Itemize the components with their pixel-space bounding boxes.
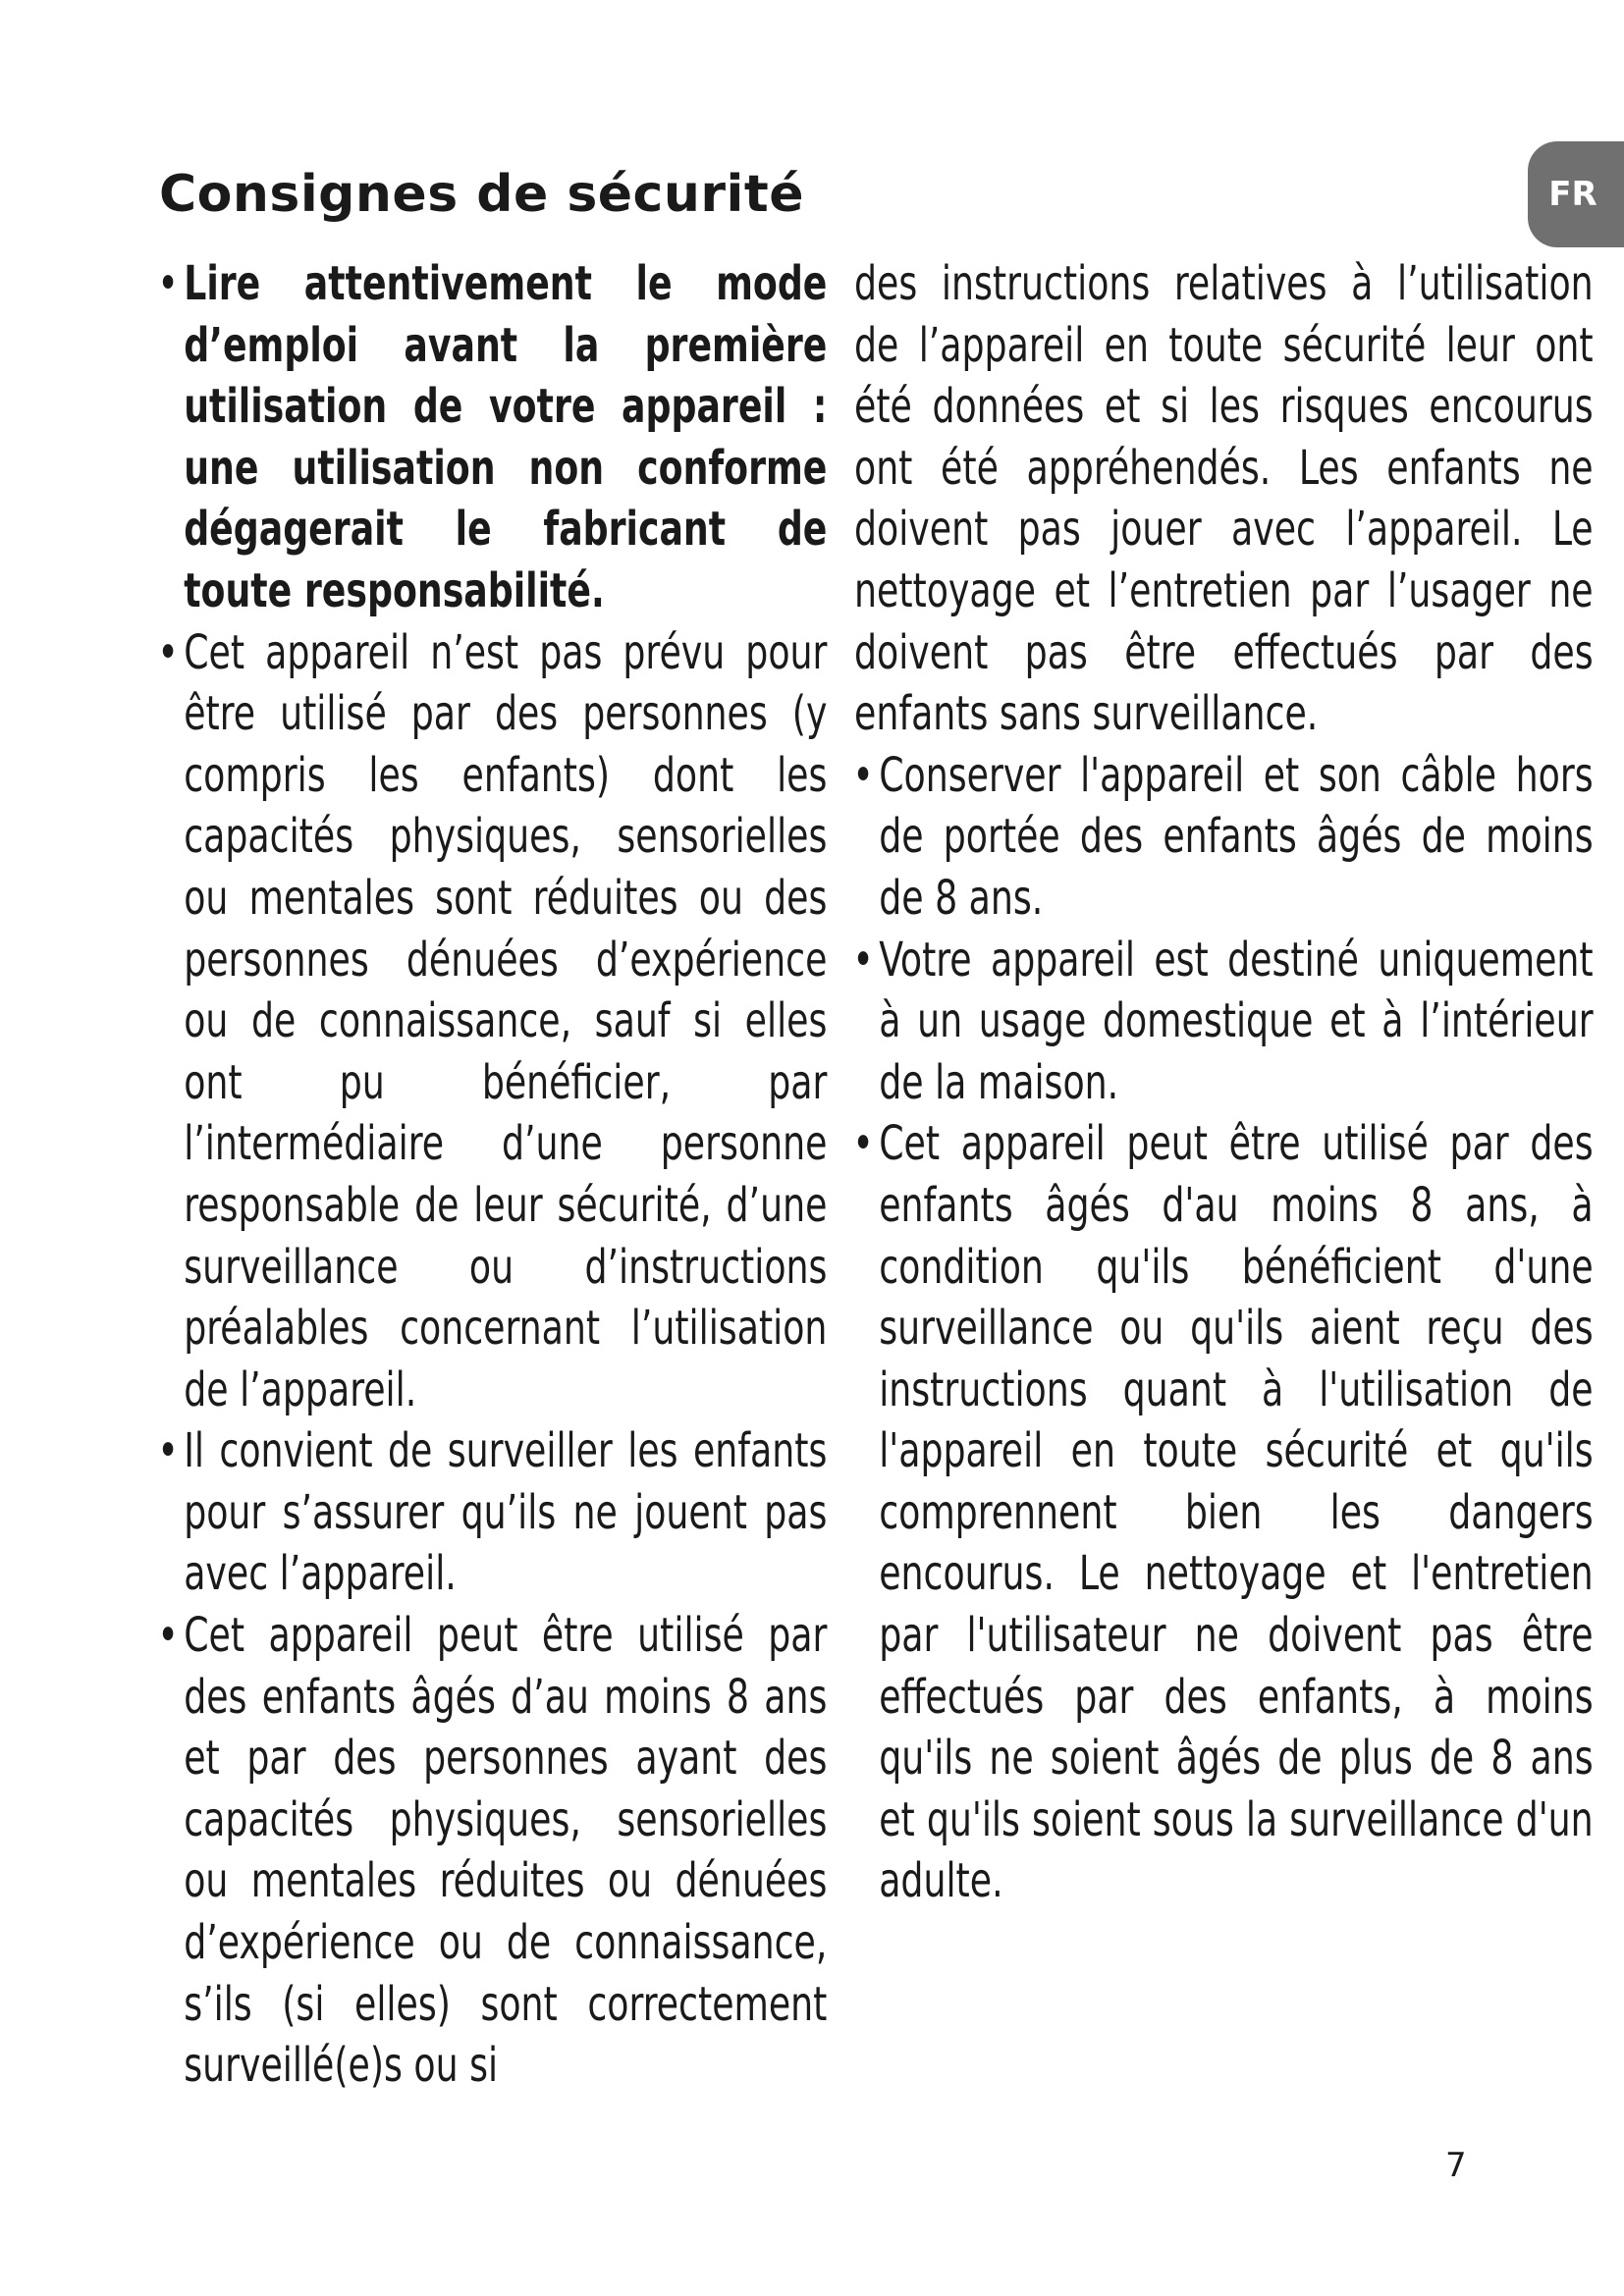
safety-item-reduced-capacities <box>159 622 827 1421</box>
left-column <box>159 253 827 2097</box>
page-title: Consignes de sécurité <box>159 165 804 224</box>
page-number: 7 <box>1445 2146 1467 2185</box>
safety-item-text: Votre appareil est destiné uniquement à un usage domestique et à l’intérieur de la maison. <box>879 932 1594 1110</box>
safety-item-children-8-years <box>159 1605 827 2097</box>
safety-item-read-manual <box>159 253 827 622</box>
safety-item-supervise-children <box>159 1420 827 1605</box>
language-tab: FR <box>1528 141 1624 247</box>
safety-item-text: des instructions relatives à l’utilisation de l’appareil en toute sécurité leur ont été données et si les risques encourus ont été appréhendés. Les enfants ne doivent pas jouer avec l’appareil. Le nettoyage et l’entretien par l’usager ne doivent pas être effectués par des enfants sans surveillance. <box>854 256 1594 742</box>
safety-item-domestic-use <box>854 930 1594 1114</box>
right-column <box>854 253 1594 1912</box>
bullet-icon: • <box>157 1423 179 1479</box>
bullet-icon: • <box>157 1608 179 1664</box>
bullet-icon: • <box>157 624 179 680</box>
safety-item-text: Cet appareil peut être utilisé par des enfants âgés d’au moins 8 ans et par des personnes ayant des capacités physiques, sensorielles ou mentales réduites ou dénuées d’expérience ou de connaissance, s’ils (si elles) sont correctement surveillé(e)s ou si <box>184 1608 828 2094</box>
safety-item-continuation <box>854 253 1594 745</box>
safety-item-text: Lire attentivement le mode d’emploi avant la première utilisation de votre appareil : une utilisation non conforme dégagerait le fabricant de toute responsabilité. <box>184 256 828 618</box>
bullet-icon: • <box>157 256 179 311</box>
safety-item-text: Cet appareil n’est pas prévu pour être utilisé par des personnes (y compris les enfants) dont les capacités physiques, sensorielles ou mentales sont réduites ou des personnes dénuées d’expérience ou de connaissance, sauf si elles ont pu bénéficier, par l’intermédiaire d’une personne responsable de leur sécurité, d’une surveillance ou d’instructions préalables concernant l’utilisation de l’appareil. <box>184 624 828 1417</box>
safety-item-text: Cet appareil peut être utilisé par des enfants âgés d'au moins 8 ans, à condition qu'ils bénéficient d'une surveillance ou qu'ils aient reçu des instructions quant à l'utilisation de l'appareil en toute sécurité et qu'ils comprennent bien les dangers encourus. Le nettoyage et l'entretien par l'utilisateur ne doivent pas être effectués par des enfants, à moins qu'ils ne soient âgés de plus de 8 ans et qu'ils soient sous la surveillance d'un adulte. <box>879 1116 1594 1909</box>
bullet-icon: • <box>852 1116 874 1172</box>
safety-item-text: Il convient de surveiller les enfants pour s’assurer qu’ils ne jouent pas avec l’appareil. <box>184 1423 828 1602</box>
safety-item-children-supervision <box>854 1113 1594 1912</box>
bullet-icon: • <box>852 932 874 988</box>
bullet-icon: • <box>852 747 874 803</box>
safety-item-keep-cable-away <box>854 745 1594 930</box>
safety-item-text: Conserver l'appareil et son câble hors de portée des enfants âgés de moins de 8 ans. <box>879 747 1594 926</box>
